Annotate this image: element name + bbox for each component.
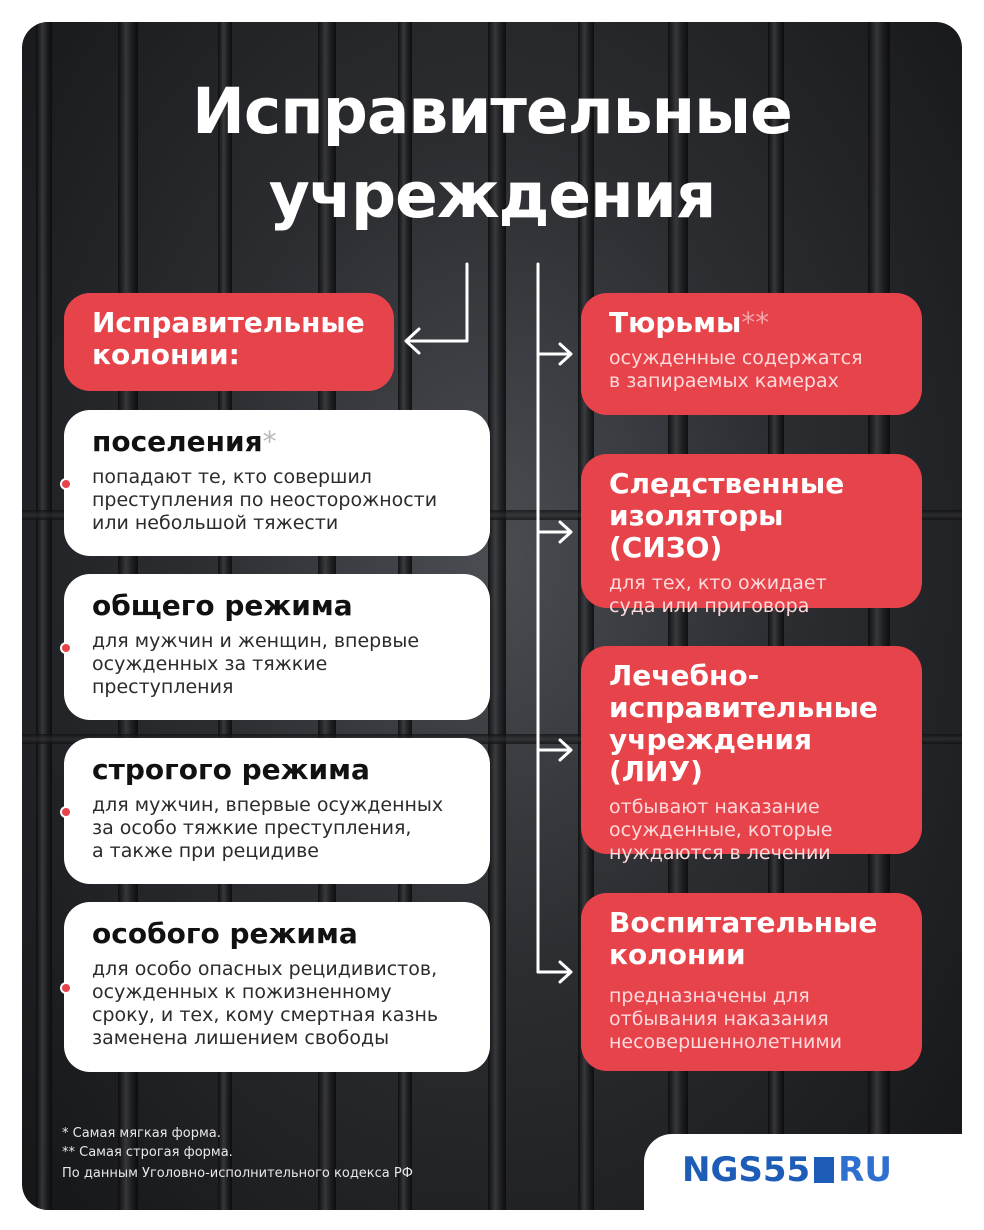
header-line-2: колонии: — [92, 338, 240, 371]
colony-card-strogogo — [64, 738, 490, 884]
logo-part-2: RU — [838, 1150, 892, 1190]
colony-desc: попадают те, кто совершил преступления по неосторожности или небольшой тяжести — [92, 466, 438, 534]
institution-title: Тюрьмы** — [609, 306, 770, 339]
institution-desc: осужденные содержатся в запираемых камерах — [609, 347, 863, 392]
institution-card-tyurmy — [581, 293, 922, 415]
footnote-1: * Самая мягкая форма. — [62, 1126, 221, 1141]
colony-card-osobogo — [64, 902, 490, 1072]
title-line-2: учреждения — [268, 159, 716, 232]
institution-desc: предназначены для отбывания наказания несовершеннолетними — [609, 985, 843, 1053]
institution-title: Следственные изоляторы (СИЗО) — [609, 467, 845, 564]
institution-card-sizo — [581, 454, 922, 617]
left-connector-line — [407, 264, 467, 341]
institution-card-vospitatelnye — [581, 893, 922, 1071]
colony-card-poseleniya — [64, 410, 490, 556]
institution-card-liu — [581, 646, 922, 864]
colony-title: особого режима — [92, 917, 358, 950]
source-note: По данным Уголовно-исполнительного кодекса РФ — [62, 1166, 413, 1181]
colony-desc: для мужчин, впервые осужденных за особо тяжкие преступления, а также при рецидиве — [92, 794, 444, 862]
ngs55-logo — [682, 1150, 892, 1190]
bullet-dot — [60, 982, 72, 994]
footnotes — [62, 1124, 233, 1162]
institution-title: Воспитательные колонии — [609, 906, 878, 971]
colony-title: общего режима — [92, 589, 353, 622]
institution-desc: для тех, кто ожидает суда или приговора — [609, 572, 827, 617]
institution-title: Лечебно- исправительные учреждения (ЛИУ) — [609, 659, 878, 788]
bullet-dot — [60, 806, 72, 818]
colonies-header-title — [92, 307, 366, 371]
colony-desc: для мужчин и женщин, впервые осужденных за тяжкие преступления — [92, 630, 420, 698]
logo-part-1: NGS55 — [682, 1150, 811, 1190]
colony-title: строгого режима — [92, 753, 370, 786]
footnote-2: ** Самая строгая форма. — [62, 1145, 233, 1160]
institution-desc: отбывают наказание осужденные, которые нуждаются в лечении — [609, 796, 833, 864]
colonies-header-card — [64, 293, 394, 391]
bullet-dot — [60, 642, 72, 654]
logo-square-icon — [814, 1157, 834, 1183]
bullet-dot — [60, 478, 72, 490]
header-line-1: Исправительные — [92, 306, 365, 339]
colony-desc: для особо опасных рецидивистов, осужденных к пожизненному сроку, и тех, кому смертная казнь заменена лишением свободы — [92, 958, 439, 1049]
colony-title: поселения* — [92, 425, 277, 458]
colony-card-obshchego — [64, 574, 490, 720]
title-line-1: Исправительные — [192, 75, 792, 148]
